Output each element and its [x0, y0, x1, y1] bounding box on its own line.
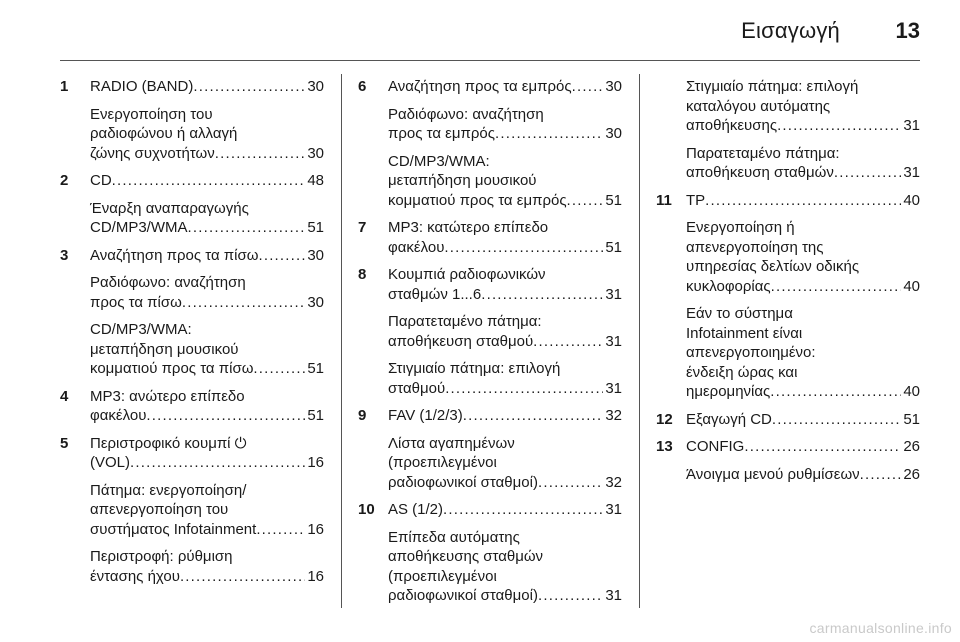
page-ref: 31 [605, 379, 622, 397]
dot-leader [772, 410, 901, 430]
entry-text: FAV (1/2/3) [388, 407, 463, 424]
spacer [358, 606, 622, 614]
entry-text: Παρατεταμένο πάτημα: [388, 313, 542, 330]
spacer [656, 484, 920, 492]
column-divider [639, 74, 640, 608]
dot-leader [538, 586, 603, 606]
page-ref: 32 [605, 407, 622, 424]
entry-line [388, 406, 622, 426]
entry-line [388, 500, 622, 520]
entry-line [90, 218, 324, 238]
page-ref: 51 [307, 407, 324, 424]
dot-leader [188, 218, 306, 238]
entry-text: Αναζήτηση προς τα εμπρός [388, 78, 572, 95]
entry-text: καταλόγου αυτόματης [686, 97, 831, 115]
entry-line [388, 586, 622, 606]
entry-line [388, 105, 622, 125]
entry-text: προς τα εμπρός [388, 125, 495, 142]
entry-text: Ραδιόφωνο: αναζήτηση [388, 105, 544, 123]
entry-text: Εξαγωγή CD [686, 410, 772, 428]
entry-line [90, 387, 324, 407]
spacer [388, 351, 622, 359]
dot-leader [744, 437, 901, 457]
entry-number: 7 [358, 219, 367, 236]
spacer [90, 265, 324, 273]
spacer [60, 379, 324, 387]
spacer [90, 97, 324, 105]
entry-text: (προεπιλεγμένοι [388, 454, 497, 471]
index-column-3 [656, 77, 920, 492]
entry-number: 1 [60, 78, 69, 95]
entry-line [90, 124, 324, 144]
entry-line [388, 285, 622, 305]
entry-line [90, 547, 324, 567]
page-ref: 31 [605, 501, 622, 518]
index-entry [358, 406, 622, 492]
entry-text: ζώνης συχνοτήτων [90, 144, 215, 162]
entry-line [90, 171, 324, 191]
page-ref: 51 [903, 410, 920, 428]
entry-line [90, 434, 324, 454]
column-divider [341, 74, 342, 608]
dot-leader [771, 277, 902, 297]
entry-text: προς τα πίσω [90, 293, 182, 311]
entry-line [90, 320, 324, 340]
entry-text: AS (1/2) [388, 501, 444, 518]
entry-line [686, 191, 920, 211]
spacer [60, 586, 324, 594]
entry-line [90, 481, 324, 501]
entry-text: CD/MP3/WMA: [388, 152, 490, 170]
spacer [388, 304, 622, 312]
page-ref: 30 [307, 246, 324, 264]
entry-line [388, 434, 622, 454]
entry-line [388, 238, 622, 258]
entry-number: 11 [656, 191, 672, 209]
spacer [90, 539, 324, 547]
entry-text: MP3: κατώτερο επίπεδο [388, 219, 549, 236]
page-ref: 32 [605, 473, 622, 491]
entry-text: Επίπεδα αυτόματης [388, 528, 520, 546]
dot-leader [463, 406, 604, 426]
page-ref: 30 [307, 144, 324, 162]
entry-line [686, 304, 920, 324]
entry-text: Στιγμιαίο πάτημα: επιλογή [686, 78, 859, 95]
entry-text: Εάν το σύστημα [686, 305, 793, 322]
entry-text: αποθήκευση σταθμού [388, 332, 534, 350]
entry-text: Πάτημα: ενεργοποίηση/ [90, 481, 247, 499]
spacer [358, 492, 622, 500]
entry-text: κυκλοφορίας [686, 277, 771, 295]
entry-line [686, 163, 920, 183]
spacer [60, 426, 324, 434]
index-entry [656, 410, 920, 430]
entry-text: απενεργοποιημένο: [686, 344, 816, 361]
entry-line [686, 410, 920, 430]
dot-leader [193, 77, 305, 97]
entry-line [686, 77, 920, 97]
page-ref: 40 [903, 383, 920, 400]
spacer [656, 429, 920, 437]
page-ref: 51 [605, 238, 622, 256]
entry-text: συστήματος Infotainment [90, 520, 257, 538]
entry-text: ραδιοφωνικοί σταθμοί) [388, 473, 538, 491]
entry-line [90, 144, 324, 164]
entry-text: Άνοιγμα μενού ρυθμίσεων [686, 465, 860, 483]
entry-line [90, 199, 324, 219]
index-entry [60, 387, 324, 426]
page-ref: 31 [903, 164, 920, 181]
entry-line [90, 453, 324, 473]
dot-leader [533, 332, 603, 352]
page-ref: 16 [307, 454, 324, 471]
entry-number: 6 [358, 78, 367, 95]
entry-line [686, 363, 920, 383]
index-entry [656, 437, 920, 484]
page-ref: 31 [605, 285, 622, 303]
entry-line [388, 379, 622, 399]
entry-line [90, 520, 324, 540]
entry-line [90, 359, 324, 379]
entry-number: 5 [60, 434, 69, 452]
entry-line [90, 246, 324, 266]
entry-text: Στιγμιαίο πάτημα: επιλογή [388, 360, 561, 377]
dot-leader [834, 163, 901, 183]
entry-line [686, 257, 920, 277]
spacer [60, 163, 324, 171]
entry-line [686, 144, 920, 164]
entry-text: υπηρεσίας δελτίων οδικής [686, 258, 860, 275]
dot-leader [180, 567, 305, 587]
spacer [388, 426, 622, 434]
spacer [358, 257, 622, 265]
entry-text: σταθμού [388, 379, 446, 397]
entry-line [388, 265, 622, 285]
entry-line [686, 218, 920, 238]
entry-text: Αναζήτηση προς τα πίσω [90, 246, 259, 264]
entry-text: CD/MP3/WMA: [90, 321, 192, 338]
entry-line [686, 116, 920, 136]
entry-text: ραδιοφώνου ή αλλαγή [90, 125, 238, 142]
entry-text: Περιστροφικό κουμπί ⏻ [90, 434, 247, 452]
page-ref: 30 [307, 78, 324, 95]
index-entry [60, 77, 324, 163]
spacer [388, 520, 622, 528]
entry-text: Infotainment είναι [686, 324, 803, 342]
entry-text: TP [686, 191, 706, 209]
dot-leader [146, 406, 305, 426]
entry-text: CD/MP3/WMA [90, 219, 188, 236]
spacer [90, 191, 324, 199]
dot-leader [495, 124, 603, 144]
entry-text: CD [90, 172, 112, 189]
dot-leader [215, 144, 306, 164]
entry-line [686, 238, 920, 258]
page-ref: 16 [307, 520, 324, 538]
entry-text: ραδιοφωνικοί σταθμοί) [388, 587, 538, 604]
entry-text: (VOL) [90, 454, 131, 471]
entry-line [686, 324, 920, 344]
entry-text: (προεπιλεγμένοι [388, 567, 497, 585]
spacer [90, 473, 324, 481]
entry-line [686, 97, 920, 117]
entry-text: Ραδιόφωνο: αναζήτηση [90, 274, 246, 291]
page-ref: 51 [307, 219, 324, 236]
entry-line [388, 312, 622, 332]
entry-line [90, 500, 324, 520]
entry-line [388, 528, 622, 548]
entry-text: Περιστροφή: ρύθμιση [90, 548, 233, 565]
entry-line [90, 406, 324, 426]
entry-line [388, 473, 622, 493]
dot-leader [444, 238, 603, 258]
dot-leader [538, 473, 603, 493]
dot-leader [256, 520, 305, 540]
index-entry [656, 77, 920, 183]
page-ref: 31 [605, 587, 622, 604]
page-ref: 30 [307, 293, 324, 311]
entry-number: 3 [60, 246, 69, 264]
entry-line [388, 332, 622, 352]
spacer [60, 238, 324, 246]
page-ref: 40 [903, 191, 920, 209]
entry-number: 2 [60, 172, 69, 189]
spacer [686, 296, 920, 304]
entry-text: Έναρξη αναπαραγωγής [90, 199, 249, 217]
index-entry [60, 171, 324, 238]
entry-line [686, 343, 920, 363]
index-entry [60, 434, 324, 587]
entry-line [90, 340, 324, 360]
entry-line [686, 382, 920, 402]
entry-text: φακέλου [90, 407, 147, 424]
page-ref: 31 [903, 117, 920, 134]
dot-leader [770, 382, 901, 402]
page-ref: 26 [903, 465, 920, 483]
entry-line [90, 77, 324, 97]
entry-line [388, 547, 622, 567]
entry-text: ένδειξη ώρας και [686, 363, 798, 381]
entry-line [388, 124, 622, 144]
entry-line [686, 437, 920, 457]
entry-text: μεταπήδηση μουσικού [90, 340, 239, 358]
page-ref: 26 [903, 438, 920, 455]
entry-line [388, 171, 622, 191]
spacer [656, 183, 920, 191]
dot-leader [777, 116, 901, 136]
dot-leader [258, 246, 305, 266]
page-ref: 16 [307, 567, 324, 585]
entry-line [388, 77, 622, 97]
index-entry [358, 500, 622, 606]
page-ref: 31 [605, 332, 622, 350]
header-rule [60, 60, 920, 61]
entry-text: Λίστα αγαπημένων [388, 434, 515, 452]
entry-line [90, 273, 324, 293]
entry-text: Ενεργοποίηση του [90, 105, 213, 123]
entry-text: αποθήκευσης σταθμών [388, 548, 544, 565]
entry-number: 10 [358, 501, 375, 518]
entry-line [686, 277, 920, 297]
spacer [686, 210, 920, 218]
entry-text: κομματιού προς τα πίσω [90, 360, 254, 377]
page-ref: 51 [307, 360, 324, 377]
entry-line [90, 293, 324, 313]
entry-line [388, 218, 622, 238]
spacer [388, 97, 622, 105]
entry-text: ημερομηνίας [686, 383, 771, 400]
spacer [388, 144, 622, 152]
entry-line [388, 191, 622, 211]
dot-leader [130, 453, 305, 473]
entry-text: RADIO (BAND) [90, 78, 194, 95]
page-ref: 30 [605, 78, 622, 95]
entry-text: Ενεργοποίηση ή [686, 219, 795, 236]
entry-text: σταθμών 1...6 [388, 285, 482, 303]
page-ref: 40 [903, 277, 920, 295]
entry-number: 13 [656, 438, 673, 455]
dot-leader [705, 191, 901, 211]
index-entry [358, 265, 622, 398]
entry-line [90, 567, 324, 587]
dot-leader [445, 379, 603, 399]
index-entry [358, 77, 622, 210]
entry-line [388, 152, 622, 172]
entry-line [686, 465, 920, 485]
entry-text: αποθήκευσης [686, 117, 778, 134]
entry-number: 4 [60, 387, 69, 405]
entry-text: Παρατεταμένο πάτημα: [686, 144, 840, 162]
dot-leader [253, 359, 305, 379]
entry-text: απενεργοποίηση του [90, 501, 229, 518]
dot-leader [112, 171, 306, 191]
entry-text: MP3: ανώτερο επίπεδο [90, 387, 245, 405]
entry-text: φακέλου [388, 238, 445, 256]
index-column-2 [358, 77, 622, 614]
dot-leader [481, 285, 603, 305]
entry-number: 12 [656, 410, 673, 428]
watermark: carmanualsonline.info [809, 620, 952, 636]
spacer [656, 402, 920, 410]
page-ref: 48 [307, 172, 324, 189]
entry-text: CONFIG [686, 438, 745, 455]
entry-line [388, 453, 622, 473]
entry-line [388, 359, 622, 379]
dot-leader [567, 191, 604, 211]
dot-leader [443, 500, 603, 520]
entry-text: απενεργοποίηση της [686, 238, 824, 256]
spacer [358, 398, 622, 406]
spacer [358, 210, 622, 218]
dot-leader [572, 77, 604, 97]
page-title: Εισαγωγή [741, 18, 840, 43]
index-entry [656, 191, 920, 402]
entry-line [90, 105, 324, 125]
entry-text: Κουμπιά ραδιοφωνικών [388, 266, 546, 283]
page-number: 13 [895, 18, 920, 43]
entry-text: μεταπήδηση μουσικού [388, 172, 537, 189]
entry-text: κομματιού προς τα εμπρός [388, 191, 567, 209]
entry-line [388, 567, 622, 587]
page-ref: 51 [605, 191, 622, 209]
index-entry [60, 246, 324, 379]
spacer [686, 457, 920, 465]
spacer [686, 136, 920, 144]
index-column-1 [60, 77, 324, 594]
page-ref: 30 [605, 125, 622, 142]
dot-leader [860, 465, 902, 485]
entry-text: αποθήκευση σταθμών [686, 164, 834, 181]
entry-text: έντασης ήχου [90, 567, 180, 585]
dot-leader [182, 293, 305, 313]
spacer [90, 312, 324, 320]
entry-number: 9 [358, 407, 367, 424]
index-entry [358, 218, 622, 257]
entry-number: 8 [358, 266, 367, 283]
